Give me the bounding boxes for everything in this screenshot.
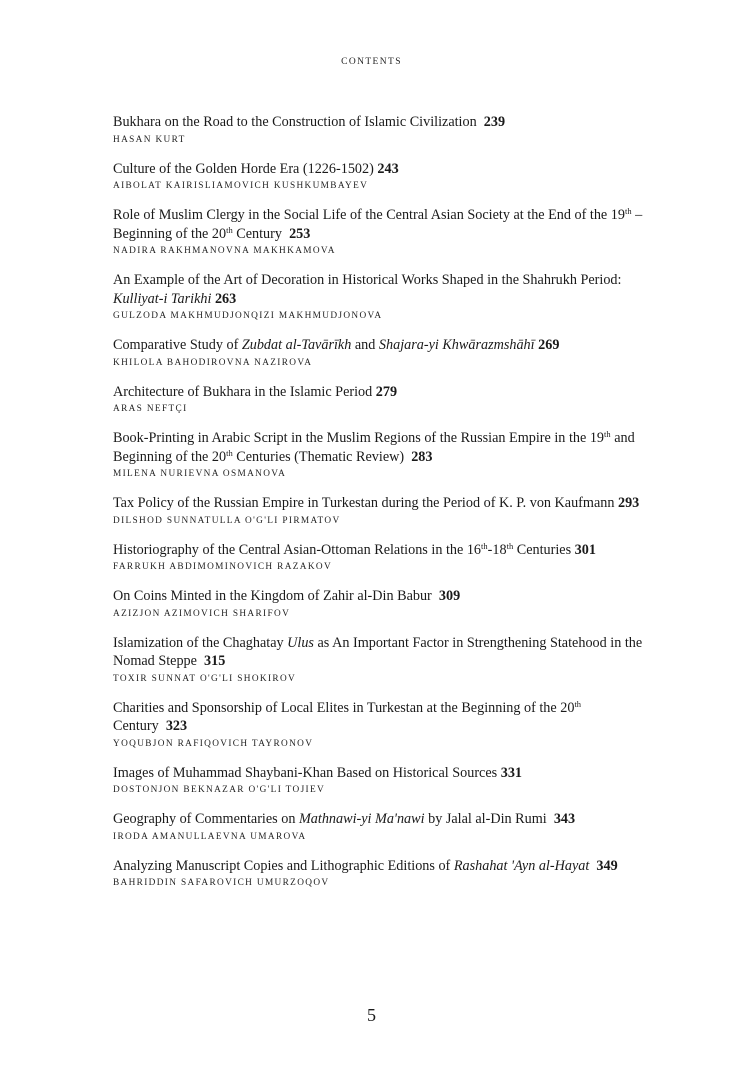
toc-entry xyxy=(113,587,648,620)
entry-author: HASAN KURT xyxy=(113,134,186,145)
superscript: th xyxy=(481,540,488,551)
page-ref: 253 xyxy=(289,225,311,242)
entry-author: AZIZJON AZIMOVICH SHARIFOV xyxy=(113,608,291,619)
title-text: Images of Muhammad Shaybani-Khan Based on Historical Sources xyxy=(113,764,498,781)
page-ref: 349 xyxy=(596,857,618,874)
entry-author: MILENA NURIEVNA OSMANOVA xyxy=(113,469,287,479)
entry-author: GULZODA MAKHMUDJONQIZI MAKHMUDJONOVA xyxy=(113,311,383,321)
entry-author: TOXIR SUNNAT O'G'LI SHOKIROV xyxy=(113,673,297,684)
title-text: and xyxy=(351,337,379,353)
title-text: Culture of the Golden Horde Era (1226-1502) xyxy=(113,160,374,177)
page-ref: 243 xyxy=(377,160,399,177)
toc-entry xyxy=(113,494,648,527)
superscript: th xyxy=(226,224,233,235)
page-ref: 293 xyxy=(617,495,640,511)
title-text: Century xyxy=(232,225,282,242)
page-ref: 331 xyxy=(500,764,522,781)
entry-author: NADIRA RAKHMANOVNA MAKHKAMOVA xyxy=(113,246,336,256)
entry-title xyxy=(113,764,648,783)
entry-title xyxy=(113,541,648,560)
entry-title xyxy=(113,383,648,402)
page-ref: 283 xyxy=(411,448,433,465)
entry-author: KHILOLA BAHODIROVNA NAZIROVA xyxy=(113,357,313,368)
superscript: th xyxy=(574,698,582,709)
italic-title: Shajara-yi Khwārazmshāhī xyxy=(378,337,535,353)
title-text: Charities and Sponsorship of Local Elites in Turkestan at the Beginning of the 20 xyxy=(113,699,575,716)
title-text: Bukhara on the Road to the Construction of Islamic Civilization xyxy=(113,114,477,130)
entry-author: YOQUBJON RAFIQOVICH TAYRONOV xyxy=(113,738,314,749)
title-text: Islamization of the Chaghatay xyxy=(113,634,288,651)
page-ref: 343 xyxy=(553,811,576,827)
title-text: – Beginning of the 20 xyxy=(113,207,643,242)
page-ref: 323 xyxy=(165,718,188,734)
entry-title xyxy=(113,160,648,179)
toc-entry xyxy=(113,699,648,750)
toc-entry xyxy=(113,857,648,890)
toc-entry xyxy=(113,429,648,480)
entry-author: FARRUKH ABDIMOMINOVICH RAZAKOV xyxy=(113,562,333,572)
toc-entry xyxy=(113,336,648,369)
title-text: Book-Printing in Arabic Script in the Muslim Regions of the Russian Empire in the 19 xyxy=(113,430,605,446)
entry-author: DILSHOD SUNNATULLA O'G'LI PIRMATOV xyxy=(113,515,341,526)
entry-title xyxy=(113,494,648,513)
title-text: An Example of the Art of Decoration in Historical Works Shaped in the Shahrukh Period: xyxy=(113,272,622,288)
entry-title xyxy=(113,271,648,308)
entry-title xyxy=(113,857,648,876)
title-text: On Coins Minted in the Kingdom of Zahir al-Din Babur xyxy=(113,588,432,604)
toc-entry xyxy=(113,113,648,146)
entry-title xyxy=(113,587,648,606)
entry-title xyxy=(113,810,648,829)
title-text: by Jalal al-Din Rumi xyxy=(424,811,547,827)
toc-entry xyxy=(113,206,648,257)
title-text: as An Important Factor in Strengthening Statehood in the Nomad Steppe xyxy=(113,634,643,669)
entry-title xyxy=(113,429,648,466)
entry-author: ARAS NEFTÇI xyxy=(113,404,188,414)
title-text: Century xyxy=(113,718,159,734)
superscript: th xyxy=(604,429,611,439)
italic-title: Zubdat al-Tavārīkh xyxy=(241,337,352,353)
italic-title: Kulliyat-i Tarikhi xyxy=(113,290,212,307)
page-number: 5 xyxy=(367,1005,376,1025)
superscript: th xyxy=(624,206,632,216)
italic-title: Ulus xyxy=(287,634,314,651)
page-ref: 269 xyxy=(538,337,560,353)
title-text: Architecture of Bukhara in the Islamic Period xyxy=(113,383,373,400)
toc-entry xyxy=(113,810,648,843)
title-text: Comparative Study of xyxy=(113,337,242,353)
toc-entry xyxy=(113,160,648,193)
title-text: and Beginning of the 20 xyxy=(113,430,635,465)
page-ref: 279 xyxy=(375,383,398,400)
title-text: Centuries (Thematic Review) xyxy=(232,448,405,465)
entry-title xyxy=(113,336,648,355)
title-text: -18 xyxy=(487,541,507,558)
toc-entry xyxy=(113,383,648,416)
italic-title: Rashahat 'Ayn al-Hayat xyxy=(453,857,590,874)
italic-title: Mathnawi-yi Ma'nawi xyxy=(298,811,425,827)
toc-entry xyxy=(113,541,648,574)
running-header: CONTENTS xyxy=(341,57,402,67)
title-text: Role of Muslim Clergy in the Social Life of the Central Asian Society at the End of the 19 xyxy=(113,207,625,223)
page-ref: 263 xyxy=(214,290,237,307)
superscript: th xyxy=(226,447,233,458)
entry-author: DOSTONJON BEKNAZAR O'G'LI TOJIEV xyxy=(113,785,326,795)
toc-entry xyxy=(113,634,648,685)
title-text: Analyzing Manuscript Copies and Lithographic Editions of xyxy=(113,857,454,874)
entry-author: BAHRIDDIN SAFAROVICH UMURZOQOV xyxy=(113,878,330,888)
toc-entry xyxy=(113,271,648,322)
entry-title xyxy=(113,113,648,132)
page-ref: 301 xyxy=(574,541,596,558)
superscript: th xyxy=(506,540,514,551)
entry-title xyxy=(113,206,648,243)
title-text: Geography of Commentaries on xyxy=(113,811,299,827)
entry-title xyxy=(113,634,648,671)
title-text: Centuries xyxy=(513,541,572,558)
page-ref: 239 xyxy=(483,114,506,130)
toc-entry xyxy=(113,764,648,797)
title-text: Tax Policy of the Russian Empire in Turkestan during the Period of K. P. von Kaufmann xyxy=(113,495,615,511)
entry-title xyxy=(113,699,648,736)
page-ref: 315 xyxy=(204,653,226,669)
entry-author: AIBOLAT KAIRISLIAMOVICH KUSHKUMBAYEV xyxy=(113,181,369,191)
entry-author: IRODA AMANULLAEVNA UMAROVA xyxy=(113,831,307,842)
page-ref: 309 xyxy=(438,588,461,604)
title-text: Historiography of the Central Asian-Ottoman Relations in the 16 xyxy=(113,541,482,558)
contents-list xyxy=(113,113,648,903)
